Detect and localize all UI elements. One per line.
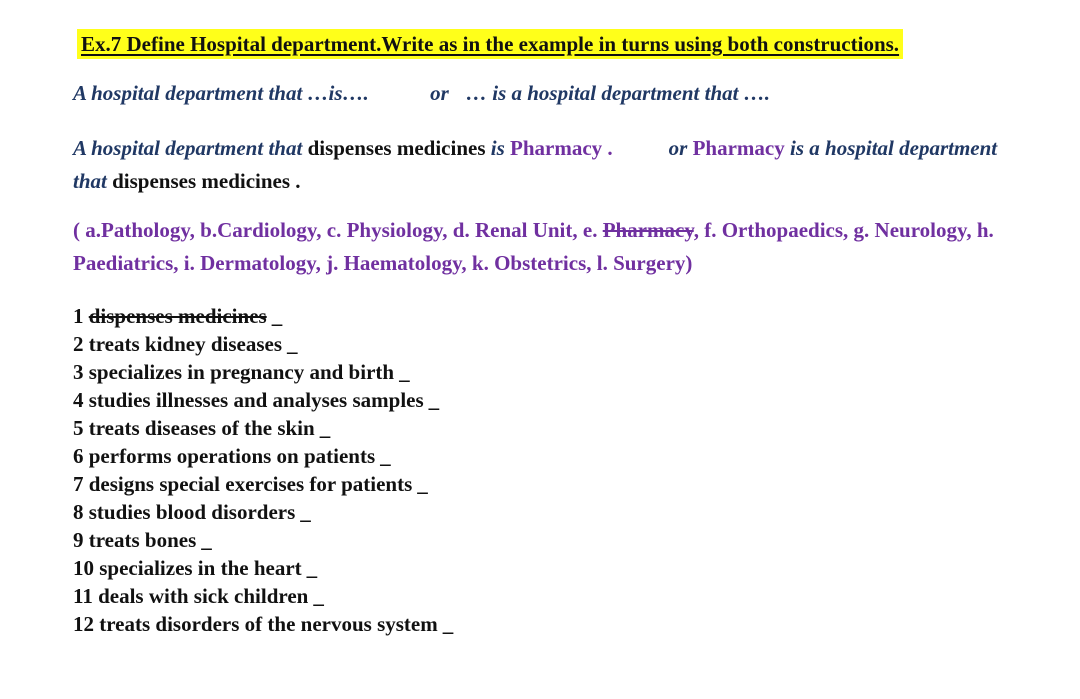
list-item — [73, 442, 453, 470]
item-text: designs special exercises for patients — [88, 472, 413, 496]
exercise-title: Ex.7 Define Hospital department.Write as in the example in turns using both constructions. — [77, 29, 903, 59]
example-or: or — [668, 136, 688, 160]
list-item — [73, 330, 453, 358]
item-number: 3 — [73, 360, 84, 384]
answer-blank[interactable]: _ — [201, 528, 212, 552]
department-options — [73, 214, 1033, 280]
item-text: studies illnesses and analyses samples — [88, 388, 424, 412]
item-text: deals with sick children — [98, 584, 309, 608]
item-text: dispenses medicines — [88, 304, 267, 328]
item-text: studies blood disorders — [88, 500, 296, 524]
example-definition-1: dispenses medicines — [307, 136, 486, 160]
item-number: 1 — [73, 304, 84, 328]
answer-blank[interactable]: _ — [306, 556, 318, 580]
answer-blank[interactable]: _ — [313, 584, 324, 608]
item-text: treats bones — [88, 528, 197, 552]
item-number: 7 — [73, 472, 84, 496]
item-number: 6 — [73, 444, 84, 468]
item-text: treats kidney diseases — [88, 332, 283, 356]
item-text: specializes in the heart — [99, 556, 302, 580]
answer-blank[interactable]: _ — [300, 500, 311, 524]
options-before: ( a.Pathology, b.Cardiology, c. Physiology, d. Renal Unit, e. — [73, 218, 598, 242]
answer-blank[interactable]: _ — [319, 416, 331, 440]
item-number: 5 — [73, 416, 84, 440]
example-lead-2: is a hospital department that — [73, 136, 998, 193]
list-item — [73, 302, 453, 330]
list-item — [73, 386, 453, 414]
pattern-construction-1: A hospital department that …is…. — [73, 81, 369, 105]
answer-blank[interactable]: _ — [287, 332, 298, 356]
list-item — [73, 582, 453, 610]
example-definition-2: dispenses medicines . — [112, 169, 301, 193]
list-item — [73, 498, 453, 526]
item-text: treats disorders of the nervous system — [99, 612, 438, 636]
worked-example — [73, 132, 1033, 198]
list-item — [73, 470, 453, 498]
list-item — [73, 414, 453, 442]
options-after: , f. Orthopaedics, g. Neurology, h. Paediatrics, i. Dermatology, j. Haematology, k. Obstetrics, l. Surgery) — [73, 218, 994, 275]
example-department-2: Pharmacy — [692, 136, 785, 160]
list-item — [73, 358, 453, 386]
pattern-or: or — [430, 81, 449, 105]
construction-pattern — [73, 81, 770, 106]
item-number: 9 — [73, 528, 84, 552]
answer-blank[interactable]: _ — [271, 304, 283, 328]
pattern-construction-2: … is a hospital department that …. — [466, 81, 770, 105]
item-number: 2 — [73, 332, 84, 356]
list-item — [73, 526, 453, 554]
item-number: 4 — [73, 388, 84, 412]
answer-blank[interactable]: _ — [428, 388, 440, 412]
answer-blank[interactable]: _ — [417, 472, 428, 496]
item-number: 12 — [73, 612, 94, 636]
item-text: performs operations on patients — [88, 444, 376, 468]
item-number: 8 — [73, 500, 84, 524]
answer-blank[interactable]: _ — [380, 444, 391, 468]
example-lead-1: A hospital department that — [73, 136, 303, 160]
item-text: specializes in pregnancy and birth — [88, 360, 395, 384]
item-text: treats diseases of the skin — [88, 416, 315, 440]
example-is: is — [490, 136, 505, 160]
list-item — [73, 554, 453, 582]
item-number: 11 — [73, 584, 93, 608]
answer-blank[interactable]: _ — [399, 360, 410, 384]
definition-list — [73, 302, 453, 638]
list-item — [73, 610, 453, 638]
example-department-1: Pharmacy . — [510, 136, 613, 160]
item-number: 10 — [73, 556, 94, 580]
options-struck-pharmacy: Pharmacy — [602, 218, 694, 242]
answer-blank[interactable]: _ — [442, 612, 454, 636]
